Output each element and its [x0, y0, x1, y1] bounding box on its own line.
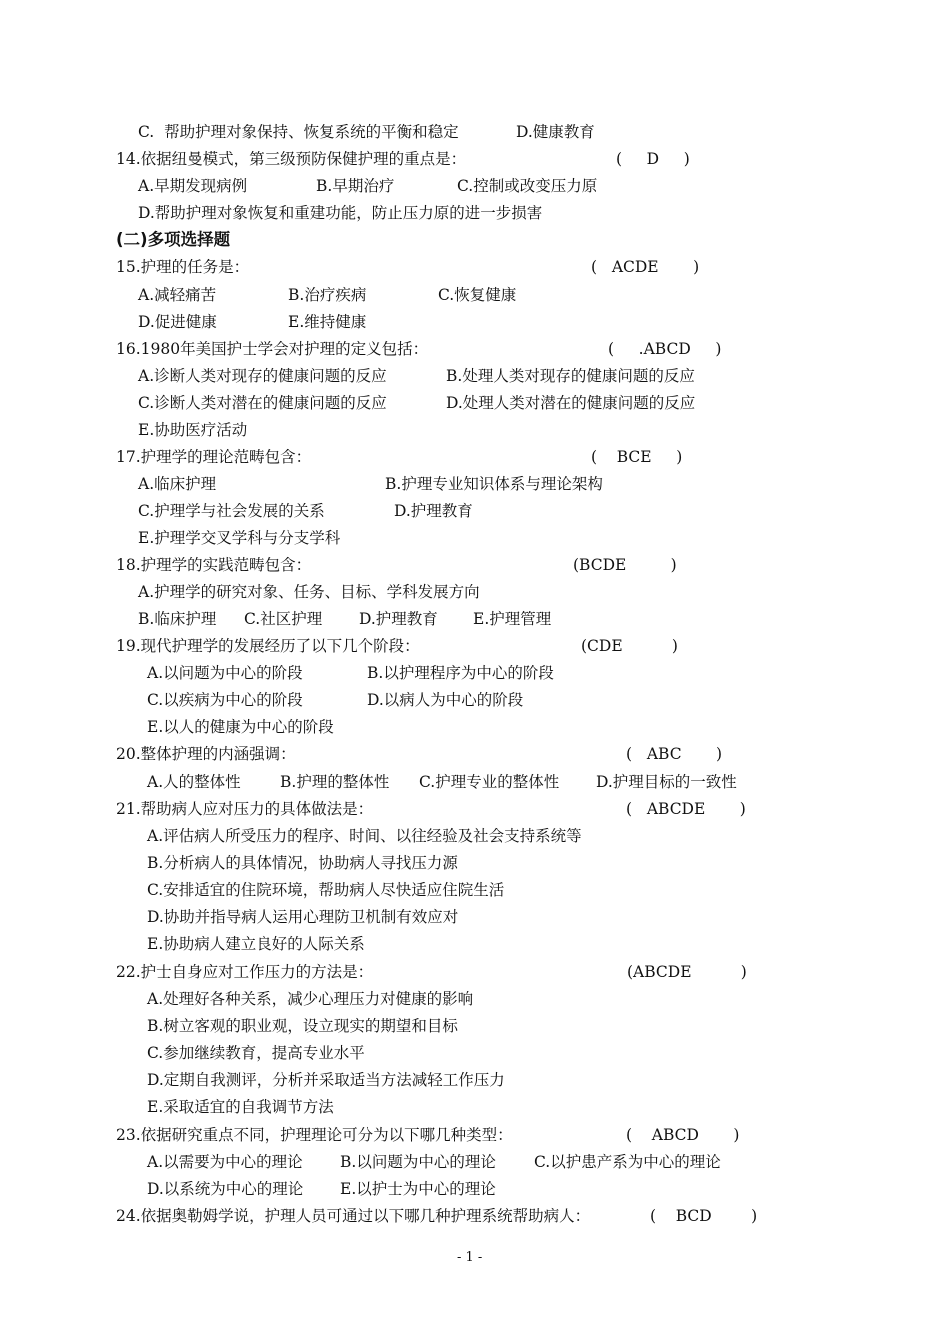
line-segment: B.护理专业知识体系与理论架构 [385, 475, 603, 493]
line-text: 23.依据研究重点不同，护理理论可分为以下哪几种类型： [116, 1126, 513, 1144]
line-text: C. 帮助护理对象保持、恢复系统的平衡和稳定 [138, 123, 459, 141]
line-segment: (CDE ) [581, 637, 678, 655]
line-segment: ( ABC ) [626, 745, 723, 763]
line-segment: B.以护理程序为中心的阶段 [367, 664, 554, 682]
line-segment: C.社区护理 [244, 610, 323, 628]
line-text: A.以需要为中心的理论 [147, 1153, 303, 1171]
line-text: D.定期自我测评，分析并采取适当方法减轻工作压力 [147, 1071, 505, 1089]
line-segment: D.以病人为中心的阶段 [367, 691, 524, 709]
line-segment: ( ABCDE ) [626, 800, 746, 818]
line-text: E.以人的健康为中心的阶段 [147, 718, 334, 736]
line-segment: D.护理目标的一致性 [596, 773, 737, 791]
line-text: D.以系统为中心的理论 [147, 1180, 304, 1198]
section-heading: (二)多项选择题 [116, 230, 231, 249]
line-segment: ( .ABCD ) [608, 340, 722, 358]
line-text: C.参加继续教育，提高专业水平 [147, 1044, 365, 1062]
line-text: A.评估病人所受压力的程序、时间、以往经验及社会支持系统等 [147, 827, 582, 845]
line-segment: E.护理管理 [473, 610, 552, 628]
line-text: C.安排适宜的住院环境，帮助病人尽快适应住院生活 [147, 881, 505, 899]
line-segment: C.护理专业的整体性 [419, 773, 560, 791]
line-segment: E.维持健康 [288, 313, 367, 331]
line-segment: D.护理教育 [359, 610, 438, 628]
page-number: - 1 - [457, 1250, 483, 1265]
line-text: 16.1980年美国护士学会对护理的定义包括： [116, 340, 429, 358]
line-segment: C.控制或改变压力原 [457, 177, 598, 195]
line-segment: B.早期治疗 [316, 177, 395, 195]
line-text: E.协助医疗活动 [138, 421, 248, 439]
line-text: A.处理好各种关系，减少心理压力对健康的影响 [147, 990, 474, 1008]
line-text: A.减轻痛苦 [138, 286, 217, 304]
line-text: 24.依据奥勒姆学说，护理人员可通过以下哪几种护理系统帮助病人： [116, 1207, 591, 1225]
line-text: A.临床护理 [138, 475, 217, 493]
line-segment: ( D ) [616, 150, 690, 168]
line-text: A.早期发现病例 [138, 177, 248, 195]
line-segment: E.以护士为中心的理论 [340, 1180, 496, 1198]
line-segment: C.恢复健康 [438, 286, 517, 304]
line-text: 18.护理学的实践范畴包含： [116, 556, 312, 574]
line-text: 22.护士自身应对工作压力的方法是： [116, 963, 374, 981]
line-text: 14.依据纽曼模式，第三级预防保健护理的重点是： [116, 150, 467, 168]
line-segment: C.以护患产系为中心的理论 [534, 1153, 721, 1171]
line-text: B.临床护理 [138, 610, 217, 628]
line-segment: ( BCD ) [650, 1207, 758, 1225]
line-segment: B.治疗疾病 [288, 286, 367, 304]
line-text: 15.护理的任务是： [116, 258, 250, 276]
line-segment: D.护理教育 [394, 502, 473, 520]
line-text: A.人的整体性 [147, 773, 241, 791]
line-text: B.分析病人的具体情况，协助病人寻找压力源 [147, 854, 458, 872]
line-segment: B.以问题为中心的理论 [340, 1153, 496, 1171]
line-text: E.采取适宜的自我调节方法 [147, 1098, 334, 1116]
line-text: A.护理学的研究对象、任务、目标、学科发展方向 [138, 583, 480, 601]
line-segment: ( ABCD ) [626, 1126, 740, 1144]
line-text: A.以问题为中心的阶段 [147, 664, 303, 682]
line-text: 19.现代护理学的发展经历了以下几个阶段： [116, 637, 420, 655]
line-segment: B.护理的整体性 [280, 773, 390, 791]
line-text: E.协助病人建立良好的人际关系 [147, 935, 365, 953]
line-text: C.护理学与社会发展的关系 [138, 502, 325, 520]
line-segment: (BCDE ) [573, 556, 677, 574]
line-text: 17.护理学的理论范畴包含： [116, 448, 312, 466]
line-text: E.护理学交叉学科与分支学科 [138, 529, 341, 547]
line-segment: D.处理人类对潜在的健康问题的反应 [446, 394, 696, 412]
line-segment: (ABCDE ) [627, 963, 747, 981]
line-text: D.促进健康 [138, 313, 217, 331]
line-text: C.诊断人类对潜在的健康问题的反应 [138, 394, 387, 412]
line-text: C.以疾病为中心的阶段 [147, 691, 303, 709]
line-segment: ( BCE ) [591, 448, 683, 466]
line-segment: D.健康教育 [516, 123, 595, 141]
line-text: A.诊断人类对现存的健康问题的反应 [138, 367, 387, 385]
line-text: B.树立客观的职业观，设立现实的期望和目标 [147, 1017, 458, 1035]
line-segment: ( ACDE ) [591, 258, 700, 276]
line-segment: B.处理人类对现存的健康问题的反应 [446, 367, 695, 385]
line-text: D.协助并指导病人运用心理防卫机制有效应对 [147, 908, 459, 926]
line-text: 21.帮助病人应对压力的具体做法是： [116, 800, 374, 818]
line-text: 20.整体护理的内涵强调： [116, 745, 296, 763]
line-text: D.帮助护理对象恢复和重建功能，防止压力原的进一步损害 [138, 204, 543, 222]
